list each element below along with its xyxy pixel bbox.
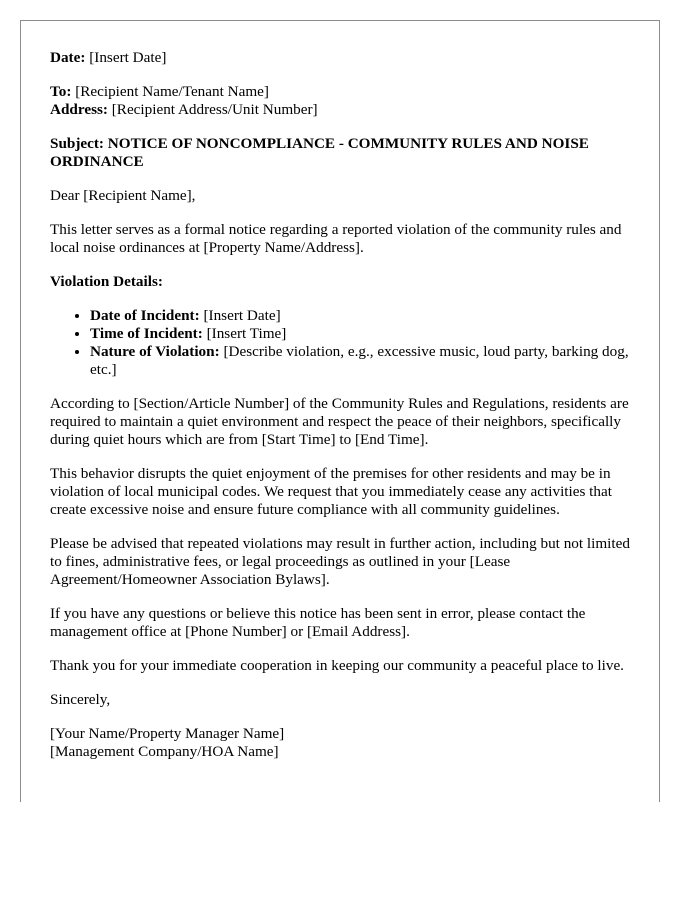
body-paragraph-consequences: Please be advised that repeated violations may result in further action, including but not limited to fines, administrative fees, or legal proceedings as outlined in your [Lease Agreement/Homeowner Association Bylaws].: [50, 535, 630, 588]
date-line: [50, 49, 635, 67]
violation-item-value: [Insert Time]: [202, 325, 287, 342]
to-label: To:: [50, 83, 72, 100]
date-label: Date:: [50, 49, 86, 66]
letter-page: [20, 20, 660, 802]
subject-label: Subject:: [50, 135, 104, 152]
violation-item-label: Date of Incident:: [90, 307, 200, 324]
list-item: [90, 343, 635, 379]
list-item: [90, 325, 635, 343]
to-line: [50, 83, 635, 101]
body-paragraph-disruption: This behavior disrupts the quiet enjoyment of the premises for other residents and may be in violation of local municipal codes. We request that you immediately cease any activities that create excessive noise and ensure future compliance with all community guidelines.: [50, 465, 612, 518]
violation-item-label: Time of Incident:: [90, 325, 203, 342]
violation-item-label: Nature of Violation:: [90, 343, 220, 360]
body-paragraph-thanks: Thank you for your immediate cooperation in keeping our community a peaceful place to live.: [50, 657, 624, 674]
violation-item-value: [Insert Date]: [199, 307, 281, 324]
body-paragraph-contact: If you have any questions or believe this notice has been sent in error, please contact the management office at [Phone Number] or [Email Address].: [50, 605, 586, 640]
list-item: [90, 307, 635, 325]
subject-value: NOTICE OF NONCOMPLIANCE - COMMUNITY RULES AND NOISE ORDINANCE: [50, 135, 589, 170]
signature-company: [Management Company/HOA Name]: [50, 743, 279, 760]
address-value: [Recipient Address/Unit Number]: [107, 101, 318, 118]
date-value: [Insert Date]: [85, 49, 167, 66]
subject-line: [50, 135, 635, 171]
body-paragraph-rules: According to [Section/Article Number] of the Community Rules and Regulations, residents are required to maintain a quiet environment and respect the peace of their neighbors, specifically during quiet hours which are from [Start Time] to [End Time].: [50, 395, 629, 448]
intro-paragraph: This letter serves as a formal notice regarding a reported violation of the community rules and local noise ordinances at [Property Name/Address].: [50, 221, 622, 256]
salutation: Dear [Recipient Name],: [50, 187, 196, 204]
address-label: Address:: [50, 101, 108, 118]
address-line: [50, 101, 635, 119]
violation-item-value: [Describe violation, e.g., excessive music, loud party, barking dog, etc.]: [90, 343, 629, 378]
violation-heading: Violation Details:: [50, 273, 163, 290]
signature-name: [Your Name/Property Manager Name]: [50, 725, 285, 742]
to-value: [Recipient Name/Tenant Name]: [71, 83, 269, 100]
violation-list: [50, 307, 635, 379]
closing: Sincerely,: [50, 691, 111, 708]
letter-content: [50, 49, 635, 761]
